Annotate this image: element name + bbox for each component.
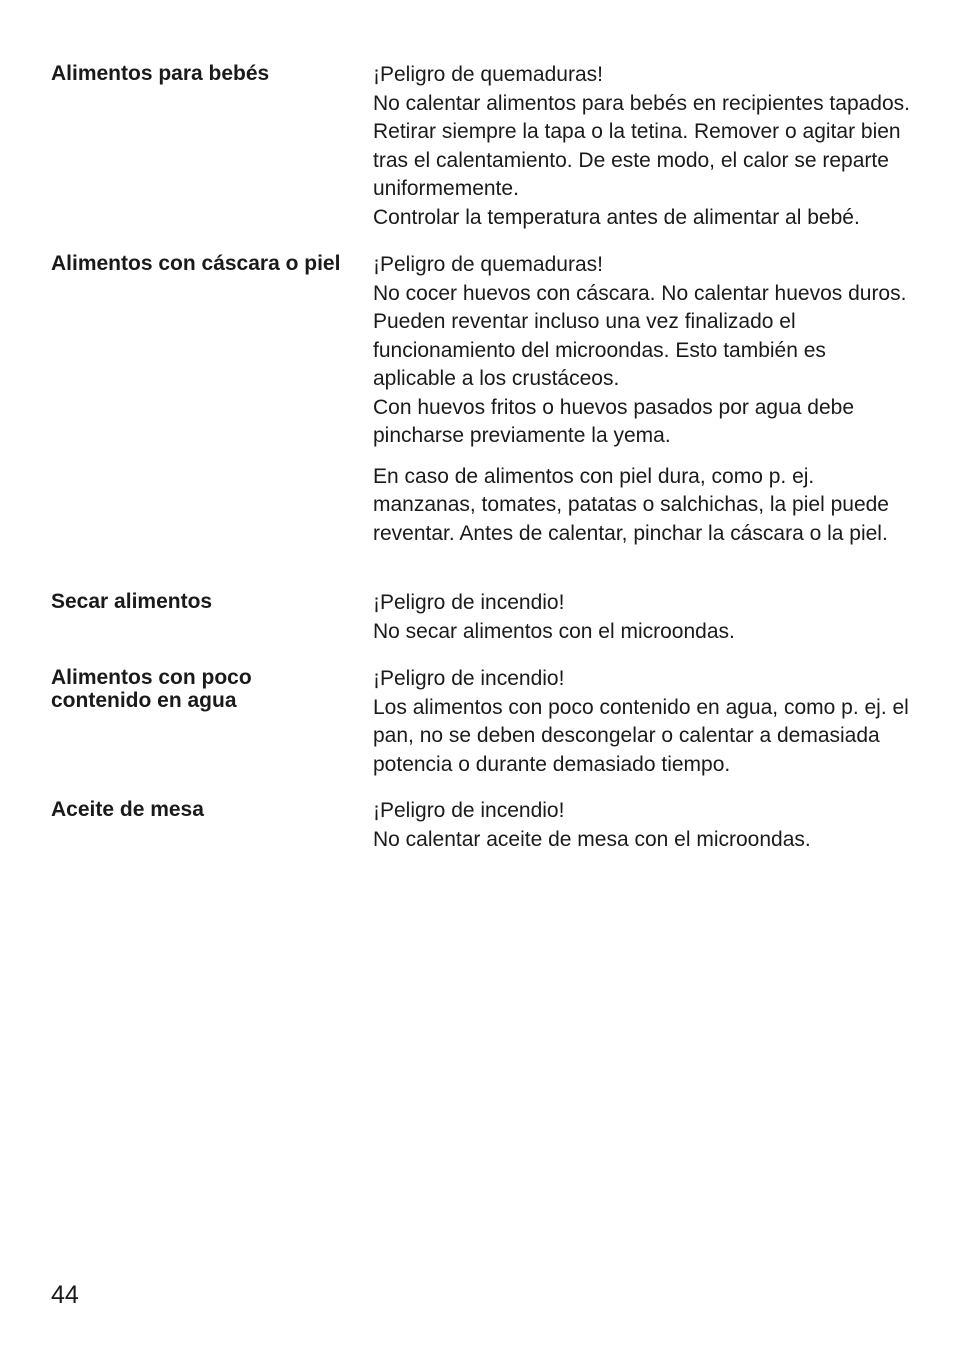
section-heading: Alimentos con cáscara o piel xyxy=(51,252,341,275)
section-paragraph: ¡Peligro de incendio! No secar alimentos con el microondas. xyxy=(373,591,735,643)
section-body xyxy=(373,665,913,779)
section-paragraph: ¡Peligro de quemaduras! No cocer huevos con cáscara. No calentar huevos duros. Pueden reventar incluso una vez finalizado el funcionamiento del microondas. Esto también es aplicable a los crustáceos. Con huevos fritos o huevos pasados por agua debe pincharse previamente la yema. xyxy=(373,253,907,447)
section-paragraph: ¡Peligro de incendio! No calentar aceite de mesa con el microondas. xyxy=(373,799,811,851)
section-body xyxy=(373,61,913,232)
section-paragraph: ¡Peligro de quemaduras! No calentar alimentos para bebés en recipientes tapados. Retirar siempre la tapa o la tetina. Remover o agitar bien tras el calentamiento. De este modo, el calor se reparte uniformemente. Controlar la temperatura antes de alimentar al bebé. xyxy=(373,63,910,229)
section-paragraph: En caso de alimentos con piel dura, como p. ej. manzanas, tomates, patatas o salchichas, la piel puede reventar. Antes de calentar, pinchar la cáscara o la piel. xyxy=(373,464,889,545)
page-number: 44 xyxy=(51,1281,79,1309)
section-heading: Aceite de mesa xyxy=(51,798,204,821)
section-body xyxy=(373,251,913,548)
section-heading: Alimentos para bebés xyxy=(51,62,270,85)
section-heading: Secar alimentos xyxy=(51,590,213,613)
section-paragraph: ¡Peligro de incendio! Los alimentos con poco contenido en agua, como p. ej. el pan, no se deben descongelar o calentar a demasiada potencia o durante demasiado tiempo. xyxy=(373,667,909,776)
section-heading: Alimentos con poco contenido en agua xyxy=(51,666,252,712)
section-body xyxy=(373,589,913,646)
section-body xyxy=(373,797,913,854)
